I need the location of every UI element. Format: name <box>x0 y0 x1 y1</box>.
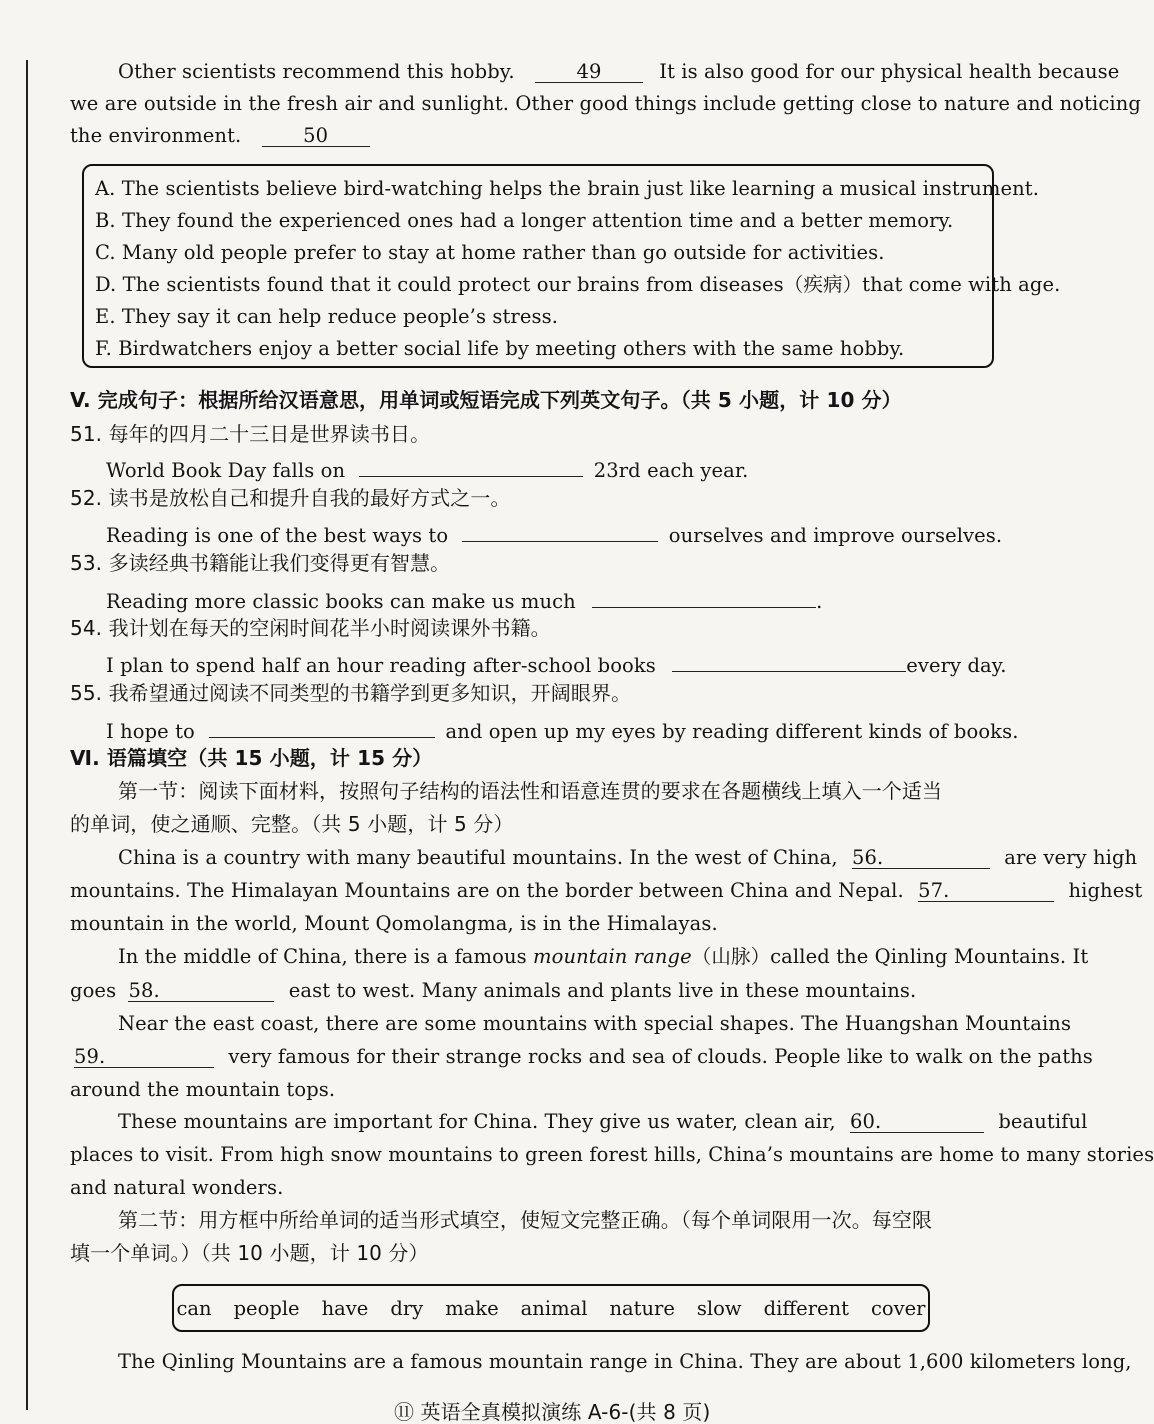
text: beautiful <box>998 1110 1088 1133</box>
blank-49[interactable]: 49 <box>535 60 643 83</box>
text: east to west. Many animals and plants live in these mountains. <box>288 979 917 1002</box>
p4-line-3: and natural wonders. <box>70 1176 284 1199</box>
blank-53[interactable] <box>592 585 816 608</box>
word-nature: nature <box>609 1296 675 1320</box>
word-cover: cover <box>870 1296 926 1320</box>
text: I hope to <box>106 720 195 743</box>
blank-51[interactable] <box>359 454 583 477</box>
p2-line-1 <box>118 945 1088 969</box>
blank-57[interactable]: 57. <box>918 879 1054 902</box>
text: China is a country with many beautiful mountains. In the west of China, <box>118 846 838 869</box>
blank-59[interactable]: 59. <box>74 1045 214 1068</box>
margin-line <box>26 60 28 1410</box>
p3-line-2 <box>74 1045 1093 1069</box>
q55-english <box>106 715 1019 744</box>
italic-term: mountain range <box>533 945 692 968</box>
word-make: make <box>445 1296 499 1320</box>
section-6-title: Ⅵ. 语篇填空（共 15 小题，计 15 分） <box>70 746 433 770</box>
p4-line-1 <box>118 1110 1088 1134</box>
blank-52[interactable] <box>462 519 658 542</box>
passage-line-3 <box>70 124 370 148</box>
part-1-instruction-2: 的单词，使之通顺、完整。（共 5 小题，计 5 分） <box>70 812 514 836</box>
text: goes <box>70 979 117 1002</box>
passage-line-2: we are outside in the fresh air and sunlight. Other good things include getting close to nature and noticing <box>70 92 1141 115</box>
word-slow: slow <box>696 1296 742 1320</box>
option-e: E. They say it can help reduce people’s stress. <box>95 305 558 328</box>
q51-english <box>106 454 748 483</box>
q53-chinese: 53. 多读经典书籍能让我们变得更有智慧。 <box>70 551 451 575</box>
text: Reading is one of the best ways to <box>106 524 449 547</box>
page-footer: ⑪ 英语全真模拟演练 A-6-(共 8 页) <box>394 1400 711 1424</box>
text: every day. <box>906 654 1007 677</box>
text: mountains. The Himalayan Mountains are on the border between China and Nepal. <box>70 879 904 902</box>
q52-english <box>106 519 1002 548</box>
q53-english <box>106 585 822 614</box>
p3-line-3: around the mountain tops. <box>70 1078 336 1101</box>
word-dry: dry <box>390 1296 424 1320</box>
word-different: different <box>763 1296 849 1320</box>
word-can: can <box>176 1296 212 1320</box>
text: Other scientists recommend this hobby. <box>118 60 515 83</box>
text: . <box>816 590 823 613</box>
part-1-instruction-1: 第一节：阅读下面材料，按照句子结构的语法性和语意连贯的要求在各题横线上填入一个适当 <box>118 779 943 803</box>
part-2-instruction-1: 第二节：用方框中所给单词的适当形式填空，使短文完整正确。（每个单词限用一次。每空限 <box>118 1208 933 1232</box>
part-2-instruction-2: 填一个单词。）（共 10 小题，计 10 分） <box>70 1241 429 1265</box>
text: the environment. <box>70 124 242 147</box>
q54-chinese: 54. 我计划在每天的空闲时间花半小时阅读课外书籍。 <box>70 616 551 640</box>
word-have: have <box>321 1296 369 1320</box>
text: and open up my eyes by reading different kinds of books. <box>445 720 1019 743</box>
p2-line-2 <box>70 979 916 1003</box>
q51-chinese: 51. 每年的四月二十三日是世界读书日。 <box>70 422 431 446</box>
text: World Book Day falls on <box>106 459 346 482</box>
text: Reading more classic books can make us much <box>106 590 576 613</box>
p1-line-1 <box>118 846 1137 870</box>
option-c: C. Many old people prefer to stay at home rather than go outside for activities. <box>95 241 885 264</box>
text: （山脉）called the Qinling Mountains. It <box>691 945 1089 968</box>
option-d: D. The scientists found that it could protect our brains from diseases（疾病）that come with age. <box>95 273 1061 296</box>
text: ourselves and improve ourselves. <box>668 524 1003 547</box>
text: 23rd each year. <box>593 459 749 482</box>
blank-55[interactable] <box>209 715 435 738</box>
option-b: B. They found the experienced ones had a longer attention time and a better memory. <box>95 209 954 232</box>
q55-chinese: 55. 我希望通过阅读不同类型的书籍学到更多知识，开阔眼界。 <box>70 681 632 705</box>
blank-56[interactable]: 56. <box>852 846 990 869</box>
p3-line-1: Near the east coast, there are some mountains with special shapes. The Huangshan Mountains <box>118 1012 1072 1035</box>
text: I plan to spend half an hour reading after-school books <box>106 654 656 677</box>
option-f: F. Birdwatchers enjoy a better social life by meeting others with the same hobby. <box>95 337 905 360</box>
word-people: people <box>233 1296 300 1320</box>
section-5-title: V. 完成句子：根据所给汉语意思，用单词或短语完成下列英文句子。（共 5 小题，计 10 分） <box>70 388 902 412</box>
q52-chinese: 52. 读书是放松自己和提升自我的最好方式之一。 <box>70 486 511 510</box>
q54-english <box>106 649 1007 678</box>
p1-line-2 <box>70 879 1142 903</box>
text: very famous for their strange rocks and sea of clouds. People like to walk on the paths <box>228 1045 1093 1068</box>
passage-line-1 <box>118 60 1119 84</box>
blank-58[interactable]: 58. <box>128 979 274 1002</box>
text: highest <box>1068 879 1143 902</box>
part-2-first-line: The Qinling Mountains are a famous mountain range in China. They are about 1,600 kilometers long, <box>118 1350 1132 1373</box>
text: are very high <box>1004 846 1138 869</box>
blank-54[interactable] <box>672 649 906 672</box>
p1-line-3: mountain in the world, Mount Qomolangma, is in the Himalayas. <box>70 912 718 935</box>
word-animal: animal <box>520 1296 588 1320</box>
text: In the middle of China, there is a famous <box>118 945 527 968</box>
option-a: A. The scientists believe bird-watching helps the brain just like learning a musical instrument. <box>95 177 1040 200</box>
text: It is also good for our physical health because <box>659 60 1120 83</box>
p4-line-2: places to visit. From high snow mountains to green forest hills, China’s mountains are home to many stories <box>70 1143 1154 1166</box>
blank-50[interactable]: 50 <box>262 124 370 147</box>
text: These mountains are important for China. They give us water, clean air, <box>118 1110 836 1133</box>
blank-60[interactable]: 60. <box>850 1110 984 1133</box>
word-box <box>172 1284 930 1332</box>
